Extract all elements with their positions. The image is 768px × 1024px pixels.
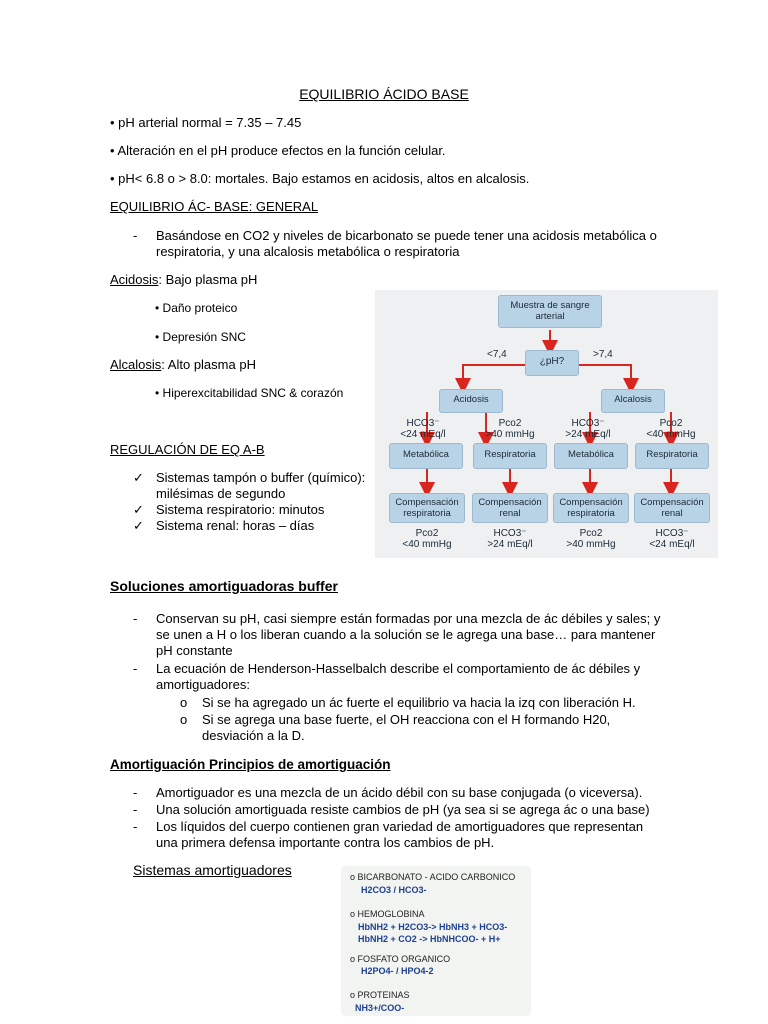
ph-box: ¿pH? <box>525 350 579 376</box>
alcalosis-line <box>110 357 256 373</box>
buffers-sub: desviación a la D. <box>202 728 305 743</box>
check-icon: ✓ <box>133 502 144 517</box>
system-formula: HbNH2 + H2CO3-> HbNH3 + HCO3- <box>358 922 508 932</box>
type-box: Metabólica <box>554 443 628 469</box>
result-label: HCO3⁻ <24 mEq/l <box>649 528 695 550</box>
regulation-item: Sistema respiratorio: minutos <box>156 502 325 517</box>
check-icon: ✓ <box>133 518 144 533</box>
regulation-item: Sistemas tampón o buffer (químico): <box>156 470 366 485</box>
dash-marker: - <box>133 785 138 800</box>
principles-item: Una solución amortiguada resiste cambios de pH (ya sea si se agrega ác o una base) <box>156 802 650 817</box>
general-item-line2: respiratoria, y una alcalosis metabólica o respiratoria <box>156 244 460 259</box>
alcalosis-label: Alcalosis <box>110 357 162 372</box>
buffers-sub: Si se ha agregado un ác fuerte el equilibrio va hacia la izq con liberación H. <box>202 695 636 710</box>
system-line: o HEMOGLOBINA <box>350 909 425 919</box>
result-label: Pco2 >40 mmHg <box>566 528 616 550</box>
ph-low-label: <7,4 <box>487 349 507 360</box>
system-formula: HbNH2 + CO2 -> HbNHCOO- + H+ <box>358 934 501 944</box>
root-box <box>498 295 602 328</box>
system-formula: NH3+/COO- <box>355 1003 405 1013</box>
intro-bullet-3: • pH< 6.8 o > 8.0: mortales. Bajo estamos en acidosis, altos en alcalosis. <box>110 171 530 186</box>
root-line2: arterial <box>535 311 565 322</box>
cond-label: Pco2 <40 mmHg <box>646 418 696 440</box>
acidosis-label: Acidosis <box>110 272 159 287</box>
comp-box: Compensación renal <box>634 493 710 523</box>
alcalosis-box: Alcalosis <box>601 389 665 413</box>
system-formula: H2CO3 / HCO3- <box>361 885 427 895</box>
principles-item: Los líquidos del cuerpo contienen gran variedad de amortiguadores que representan <box>156 819 644 834</box>
comp-box: Compensación respiratoria <box>389 493 465 523</box>
dash-marker: - <box>133 819 138 834</box>
system-line: o PROTEINAS <box>350 990 410 1000</box>
acid-base-flowchart <box>375 290 718 558</box>
type-box: Metabólica <box>389 443 463 469</box>
system-line: o BICARBONATO - ACIDO CARBONICO <box>350 872 516 882</box>
result-label: HCO3⁻ >24 mEq/l <box>487 528 533 550</box>
section-heading-regulation: REGULACIÓN DE EQ A-B <box>110 442 265 457</box>
result-label: Pco2 <40 mmHg <box>402 528 452 550</box>
sub-marker: o <box>180 695 188 710</box>
buffers-p1: Conservan su pH, casi siempre están formadas por una mezcla de ác débiles y sales; y <box>156 611 661 626</box>
buffers-p1: pH constante <box>156 643 233 658</box>
dash-marker: - <box>133 228 138 243</box>
buffer-systems-figure <box>341 866 531 1016</box>
cond-label: HCO3⁻ >24 mEq/l <box>565 418 611 440</box>
type-box: Respiratoria <box>635 443 709 469</box>
general-item-line1: Basándose en CO2 y niveles de bicarbonato se puede tener una acidosis metabólica o <box>156 228 657 243</box>
section-heading-principles: Amortiguación Principios de amortiguación <box>110 757 391 772</box>
systems-heading: Sistemas amortiguadores <box>133 862 292 878</box>
buffers-p2: amortiguadores: <box>156 677 250 692</box>
type-box: Respiratoria <box>473 443 547 469</box>
check-icon: ✓ <box>133 470 144 485</box>
buffers-p1: se unen a H o los liberan cuando a la solución se le agrega una base… para mantener <box>156 627 656 642</box>
cond-label: HCO3⁻ <24 mEq/l <box>400 418 446 440</box>
principles-item: una primera defensa importante contra los cambios de pH. <box>156 835 495 850</box>
system-formula: H2PO4- / HPO4-2 <box>361 966 434 976</box>
comp-box: Compensación renal <box>472 493 548 523</box>
intro-bullet-1: • pH arterial normal = 7.35 – 7.45 <box>110 115 302 130</box>
acidosis-item: • Daño proteico <box>155 301 238 315</box>
comp-box: Compensación respiratoria <box>553 493 629 523</box>
acidosis-item: • Depresión SNC <box>155 330 246 344</box>
ph-high-label: >7,4 <box>593 349 613 360</box>
sub-marker: o <box>180 712 188 727</box>
buffers-sub: Si se agrega una base fuerte, el OH reacciona con el H formando H20, <box>202 712 611 727</box>
alcalosis-item: • Hiperexcitabilidad SNC & corazón <box>155 386 344 400</box>
root-line1: Muestra de sangre <box>510 300 590 311</box>
system-line: o FOSFATO ORGANICO <box>350 954 451 964</box>
regulation-item: Sistema renal: horas – días <box>156 518 315 533</box>
section-heading-buffers: Soluciones amortiguadoras buffer <box>110 578 338 594</box>
dash-marker: - <box>133 661 138 676</box>
buffers-p2: La ecuación de Henderson-Hasselbalch describe el comportamiento de ác débiles y <box>156 661 641 676</box>
acidosis-box: Acidosis <box>439 389 503 413</box>
cond-label: Pco2 >40 mmHg <box>485 418 535 440</box>
principles-item: Amortiguador es una mezcla de un ácido débil con su base conjugada (o viceversa). <box>156 785 643 800</box>
dash-marker: - <box>133 802 138 817</box>
regulation-item: milésimas de segundo <box>156 486 286 501</box>
intro-bullet-2: • Alteración en el pH produce efectos en la función celular. <box>110 143 446 158</box>
dash-marker: - <box>133 611 138 626</box>
section-heading-general: EQUILIBRIO ÁC- BASE: GENERAL <box>110 199 319 214</box>
page-title: EQUILIBRIO ÁCIDO BASE <box>299 86 469 102</box>
alcalosis-desc: : Alto plasma pH <box>161 357 256 372</box>
acidosis-line <box>110 272 257 288</box>
acidosis-desc: : Bajo plasma pH <box>158 272 258 287</box>
